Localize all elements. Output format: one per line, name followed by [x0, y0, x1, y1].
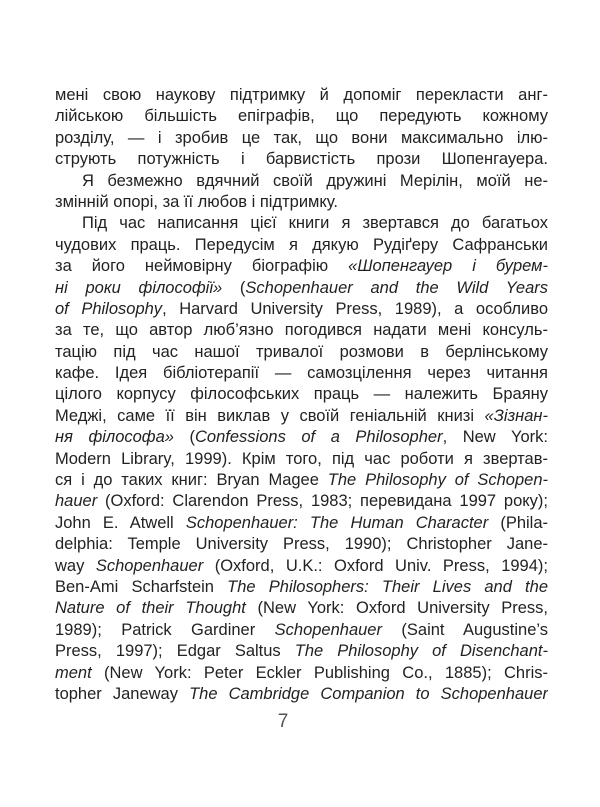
- italic-text-segment: hauer: [55, 492, 98, 511]
- text-segment: (: [173, 428, 196, 447]
- text-segment: мені свою наукову підтримку й допоміг перекласти анг-: [55, 86, 548, 104]
- italic-text-segment: The Philosophy of Disenchant-: [294, 642, 548, 661]
- text-segment: чудових праць. Передусім я дякую Рудіґеру Сафранськи: [55, 235, 548, 254]
- italic-text-segment: Nature of their Thought: [55, 599, 246, 618]
- text-segment: цілого корпусу філософських праць — належить Браяну: [55, 385, 548, 404]
- text-line: [55, 427, 548, 448]
- text-line: [55, 620, 548, 641]
- text-segment: (Saint Augustine’s: [381, 620, 548, 639]
- text-segment: тацію під час нашої тривалої розмови в берлінському: [55, 342, 548, 361]
- italic-text-segment: The Philosophers: Their Lives and the: [227, 577, 548, 596]
- text-segment: змінній опорі, за її любов і підтримку.: [55, 192, 338, 211]
- text-line: [55, 149, 548, 170]
- text-line: [55, 85, 548, 106]
- text-segment: topher Janeway: [55, 684, 190, 703]
- text-line: [55, 171, 548, 192]
- text-segment: лійською більшість епіграфів, що передують кожному: [55, 107, 548, 126]
- text-segment: за його неймовірну біографію: [55, 257, 349, 276]
- text-segment: (New York: Oxford University Press,: [245, 599, 548, 618]
- text-line: [55, 641, 548, 662]
- text-segment: (New York: Peter Eckler Publishing Co., 1885); Chris-: [91, 663, 548, 682]
- text-line: [55, 235, 548, 256]
- text-line: [55, 470, 548, 491]
- text-line: [55, 663, 548, 684]
- text-segment: кафе. Ідея бібліотерапії — самозцілення через читання: [55, 364, 548, 383]
- text-segment: (: [222, 278, 246, 297]
- text-segment: 1989); Patrick Gardiner: [55, 620, 275, 639]
- text-segment: (Phila-: [488, 513, 548, 532]
- text-line: [55, 384, 548, 405]
- italic-text-segment: «Зізнан-: [484, 406, 548, 425]
- text-line: [55, 128, 548, 149]
- text-line: [55, 556, 548, 577]
- text-line: [55, 192, 548, 213]
- text-line: [55, 684, 548, 705]
- text-line: [55, 213, 548, 234]
- italic-text-segment: of Philosophy: [55, 299, 163, 318]
- text-line: [55, 491, 548, 512]
- text-segment: , New York:: [442, 428, 548, 447]
- italic-text-segment: Confessions of a Philosopher: [195, 428, 443, 447]
- page-number: 7: [277, 711, 289, 732]
- text-line: [55, 342, 548, 363]
- text-segment: Modern Library, 1999). Крім того, під час роботи я звертав-: [55, 449, 548, 468]
- text-segment: Press, 1997); Edgar Saltus: [55, 642, 295, 661]
- italic-text-segment: ні роки філософії»: [55, 278, 223, 297]
- italic-text-segment: Schopenhauer and the Wild Years: [245, 278, 548, 297]
- text-segment: за те, що автор люб’язно погодився надати мені консуль-: [55, 321, 548, 340]
- text-segment: way: [55, 556, 96, 575]
- italic-text-segment: Schopenhauer: [95, 556, 204, 575]
- text-block: [55, 85, 548, 705]
- text-line: [55, 513, 548, 534]
- text-segment: Меджі, саме її він виклав у своїй геніальній книзі: [55, 406, 485, 425]
- text-line: [55, 278, 548, 299]
- text-segment: (Oxford, U.K.: Oxford Univ. Press, 1994);: [203, 556, 548, 575]
- text-line: [55, 256, 548, 277]
- text-line: [55, 363, 548, 384]
- italic-text-segment: The Cambridge Companion to Schopenhauer: [189, 684, 548, 703]
- text-segment: струють потужність і барвистість прози Шопенгауера.: [55, 150, 548, 169]
- text-line: [55, 106, 548, 127]
- italic-text-segment: ня філософа»: [55, 428, 174, 447]
- italic-text-segment: «Шопенгауер і бурем-: [348, 257, 548, 276]
- text-line: [55, 299, 548, 320]
- text-line: [55, 320, 548, 341]
- italic-text-segment: Schopenhauer: The Human Character: [185, 513, 489, 532]
- italic-text-segment: ment: [55, 663, 92, 682]
- text-segment: розділу, — і зробив це так, що вони максимально ілю-: [55, 128, 548, 147]
- text-segment: Під час написання цієї книги я звертався до багатьох: [82, 214, 548, 233]
- italic-text-segment: Schopenhauer: [274, 620, 382, 639]
- text-line: [55, 406, 548, 427]
- text-segment: John E. Atwell: [55, 513, 186, 532]
- text-segment: delphia: Temple University Press, 1990); Christopher Jane-: [55, 535, 548, 554]
- text-segment: ся і до таких книг: Bryan Magee: [55, 471, 328, 490]
- italic-text-segment: The Philosophy of Schopen-: [327, 471, 548, 490]
- text-line: [55, 534, 548, 555]
- text-segment: (Oxford: Clarendon Press, 1983; перевидана 1997 року);: [97, 492, 548, 511]
- text-line: [55, 449, 548, 470]
- text-segment: , Harvard University Press, 1989), а особливо: [162, 299, 548, 318]
- text-line: [55, 577, 548, 598]
- text-segment: Ben-Ami Scharfstein: [55, 577, 228, 596]
- text-segment: Я безмежно вдячний своїй дружині Мерілін, моїй не-: [82, 171, 548, 190]
- text-line: [55, 598, 548, 619]
